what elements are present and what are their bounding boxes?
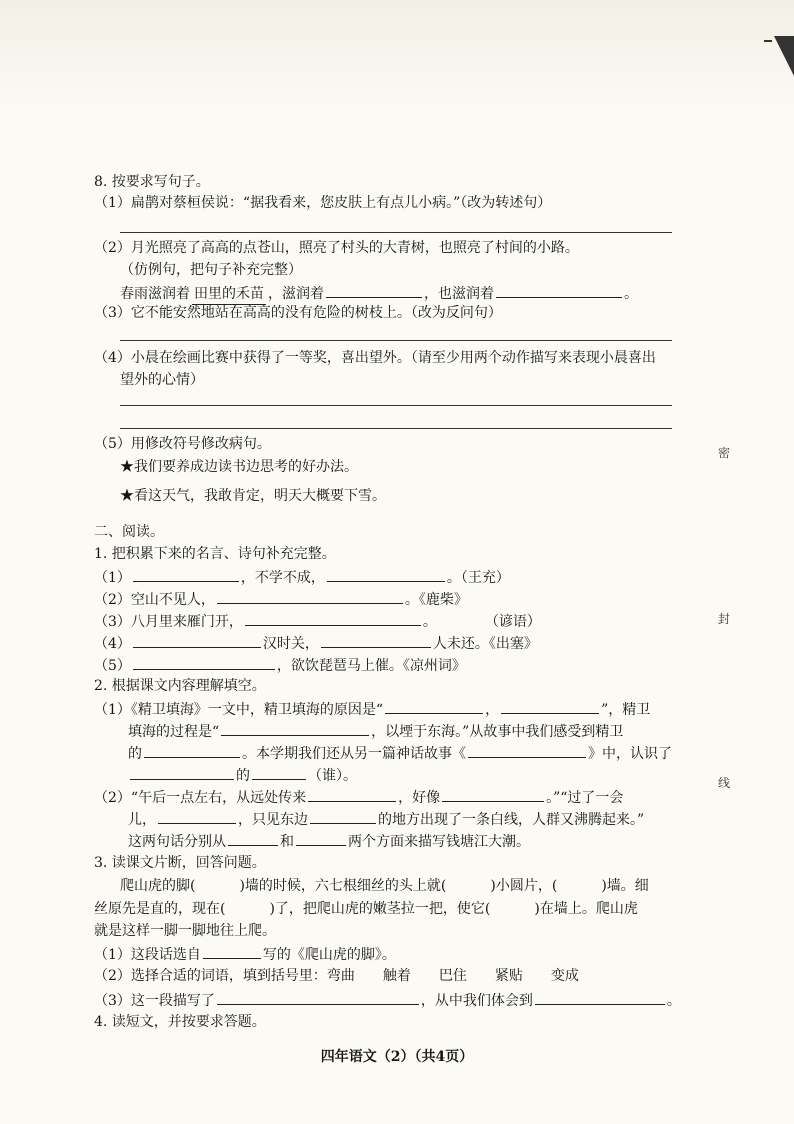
blank[interactable] (228, 830, 278, 846)
q2-2-p2-line2 (128, 808, 644, 830)
q2-2-title: 2. 根据课文内容理解填空。 (94, 678, 266, 694)
text: ，以堙于东海。”从故事中我们感受到精卫 (371, 724, 624, 740)
q2-1-line4 (94, 632, 538, 654)
q2-3-a2: （2）选择合适的词语，填到括号里：弯曲 触着 巴住 紧贴 变成 (94, 968, 579, 984)
text: 丝原先是直的，现在( (94, 901, 226, 917)
text: )了，把爬山虎的嫩茎拉一把，使它( (269, 901, 491, 917)
blank[interactable] (326, 282, 422, 298)
blank[interactable] (217, 989, 419, 1005)
answer-line[interactable] (120, 405, 672, 406)
blank[interactable] (252, 764, 306, 780)
text: 两个方面来描写钱塘江大潮。 (348, 834, 530, 850)
q2-1-line5 (94, 654, 466, 676)
text: )在墙上。爬山虎 (534, 901, 638, 917)
text: ，从中我们体会到 (420, 993, 533, 1009)
text: ，也滋润着 (424, 286, 494, 302)
text: ”，精卫 (601, 702, 651, 718)
blank[interactable] (310, 808, 376, 824)
blank[interactable] (144, 742, 240, 758)
q8-s2-note: （仿例句，把句子补充完整） (120, 262, 302, 278)
seal-mark-2: 封 (718, 612, 731, 626)
text: （2）“午后一点左右，从远处传来 (94, 790, 307, 806)
q8-s4b: 望外的心情） (120, 372, 204, 388)
text: （谁）。 (308, 768, 357, 784)
scan-corner-mark (764, 36, 794, 76)
blank[interactable] (321, 632, 431, 648)
text: 人未还。《出塞》 (432, 636, 538, 652)
text: 。 (624, 286, 638, 302)
text: ，不学不成， (240, 570, 325, 586)
q8-s4a: （4）小晨在绘画比赛中获得了一等奖，喜出望外。（请至少用两个动作描写来表现小晨喜出 (94, 350, 656, 366)
text: 春雨滋润着 (120, 286, 190, 302)
q8-s3: （3）它不能安然地站在高高的没有危险的树枝上。（改为反问句） (94, 305, 502, 321)
blank[interactable] (133, 632, 261, 648)
q2-3-a1 (94, 943, 396, 965)
q2-3-text-line2 (94, 899, 638, 919)
text: （谚语） (484, 614, 541, 630)
text: ，好像 (398, 790, 441, 806)
q2-2-p1-line4 (128, 764, 357, 786)
q2-1-line1 (94, 566, 510, 588)
text: ， (485, 702, 500, 718)
text: （1）《精卫填海》一文中，精卫填海的原因是“ (94, 702, 384, 718)
text: 的 (128, 746, 142, 762)
text: 。《鹿柴》 (404, 592, 468, 608)
q2-3-text-line3: 就是这样一脚一脚地往上爬。 (94, 923, 276, 939)
q8-s2-fill-line (120, 282, 638, 305)
text: 》中，认识了 (588, 746, 672, 762)
blank[interactable] (245, 610, 421, 626)
answer-line[interactable] (120, 232, 672, 233)
seal-mark-3: 线 (718, 776, 731, 790)
text: 。 (666, 993, 681, 1009)
page-footer: 四年语文（2）（共4页） (320, 1049, 474, 1065)
section-2-title: 二、阅读。 (94, 524, 164, 540)
text: 这两句话分别从 (128, 834, 226, 850)
blank[interactable] (221, 720, 369, 736)
q2-2-p1-line1 (94, 698, 650, 720)
text: （5） (94, 658, 131, 674)
text: 填海的过程是“ (128, 724, 220, 740)
blank[interactable] (468, 742, 586, 758)
text: 的地方出现了一条白线，人群又沸腾起来。” (378, 812, 645, 828)
text: )墙的时候，六七根细丝的头上就( (239, 878, 447, 894)
text: （1） (94, 570, 131, 586)
text: 爬山虎的脚( (120, 878, 196, 894)
q2-2-p2-line1 (94, 786, 623, 808)
text: 。 (422, 614, 437, 630)
q2-1-title: 1. 把积累下来的名言、诗句补充完整。 (94, 546, 336, 562)
q8-s5-2: ★看这天气，我敢肯定，明天大概要下雪。 (120, 488, 386, 504)
text: 和 (280, 834, 294, 850)
filled-blank: 田里的禾苗 (192, 284, 266, 305)
blank[interactable] (385, 698, 483, 714)
blank[interactable] (158, 808, 236, 824)
blank[interactable] (442, 786, 544, 802)
blank[interactable] (217, 588, 403, 604)
q8-title: 8. 按要求写句子。 (94, 174, 210, 190)
q2-4-title: 4. 读短文，并按要求答题。 (94, 1014, 266, 1030)
text: 写的《爬山虎的脚》。 (262, 947, 396, 963)
text: 。”“过了一会 (546, 790, 624, 806)
text: 。（王充） (446, 570, 510, 586)
text: 儿， (128, 812, 156, 828)
blank[interactable] (501, 698, 599, 714)
blank[interactable] (296, 830, 346, 846)
blank[interactable] (327, 566, 445, 582)
q2-3-a3 (94, 989, 681, 1011)
blank[interactable] (308, 786, 396, 802)
blank[interactable] (130, 764, 234, 780)
text: 。本学期我们还从另一篇神话故事《 (242, 746, 466, 762)
q8-s5: （5）用修改符号修改病句。 (94, 436, 271, 452)
q2-3-text-line1 (120, 876, 649, 896)
q8-s5-1: ★我们要养成边读书边思考的好办法。 (120, 459, 358, 475)
q2-1-line2 (94, 588, 468, 610)
q2-2-p2-line3 (128, 830, 530, 852)
blank[interactable] (133, 566, 239, 582)
q2-3-title: 3. 读课文片断，回答问题。 (94, 855, 266, 871)
blank[interactable] (496, 282, 622, 298)
text: )小圆片，( (490, 878, 558, 894)
blank[interactable] (535, 989, 665, 1005)
text: （3）八月里来雁门开， (94, 614, 243, 630)
text: )墙。细 (601, 878, 649, 894)
answer-line[interactable] (120, 428, 672, 429)
text: 汉时关， (262, 636, 319, 652)
q8-s1: （1）扁鹊对蔡桓侯说：“据我看来，您皮肤上有点儿小病。”（改为转述句） (94, 195, 552, 211)
text: ，欲饮琵琶马上催。《凉州词》 (276, 658, 466, 674)
text: ，滋润着 (268, 286, 324, 302)
text: 的 (236, 768, 250, 784)
q8-s2: （2）月光照亮了高高的点苍山，照亮了村头的大青树，也照亮了村间的小路。 (94, 240, 579, 256)
seal-mark-1: 密 (718, 446, 731, 460)
q2-2-p1-line2 (128, 720, 623, 742)
text: （2）空山不见人， (94, 592, 215, 608)
answer-line[interactable] (120, 340, 672, 341)
text: （4） (94, 636, 131, 652)
blank[interactable] (133, 654, 275, 670)
blank[interactable] (203, 943, 261, 959)
text: （3）这一段描写了 (94, 993, 215, 1009)
text: ，只见东边 (238, 812, 308, 828)
q2-2-p1-line3 (128, 742, 672, 764)
text: （1）这段话选自 (94, 947, 201, 963)
q2-1-line3 (94, 610, 541, 632)
